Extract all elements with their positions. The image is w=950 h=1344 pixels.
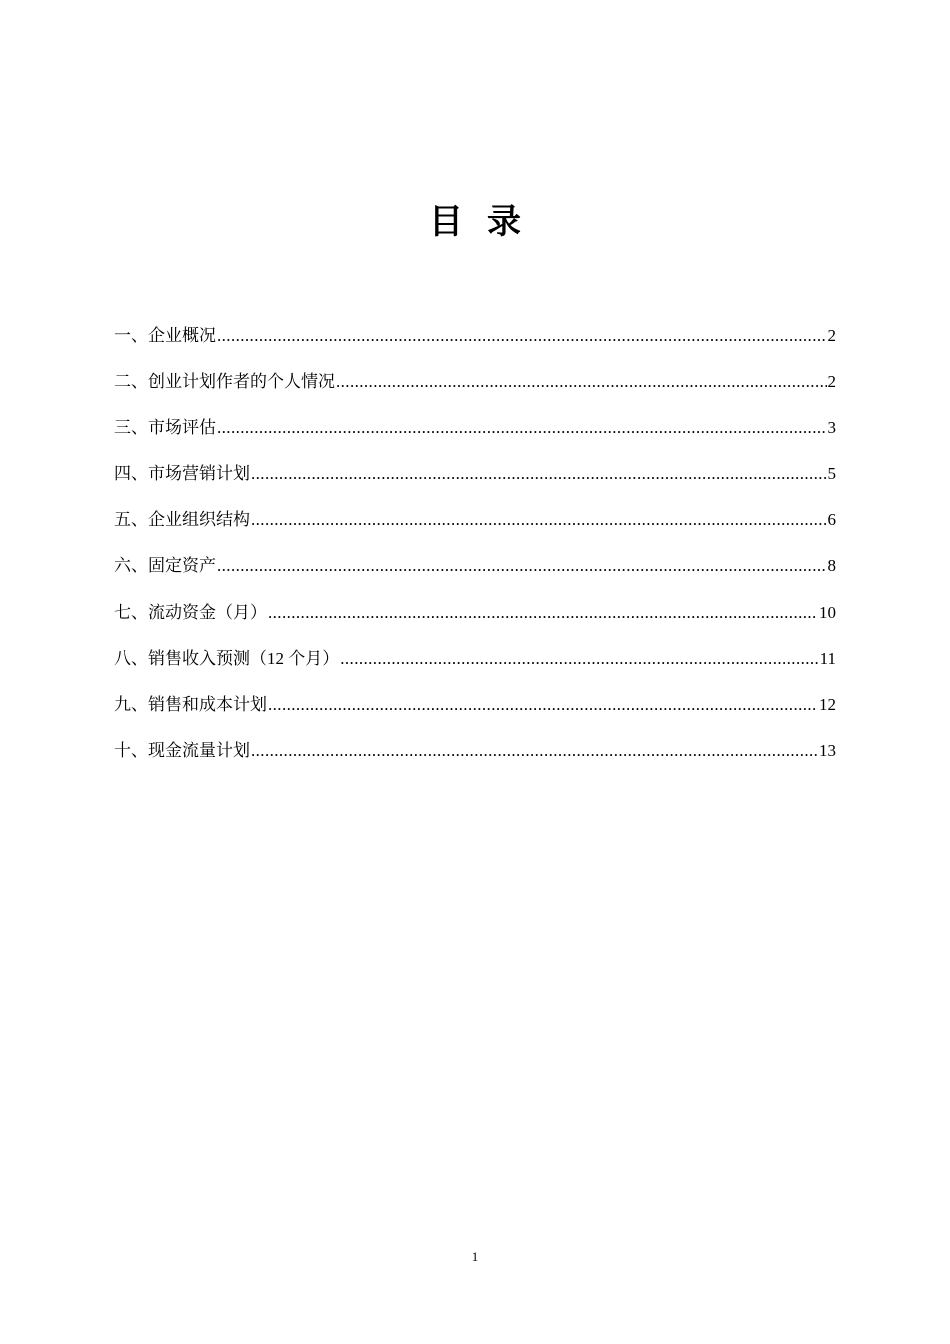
toc-dot-leader bbox=[217, 552, 827, 580]
toc-entry[interactable] bbox=[114, 506, 836, 552]
toc-entry-label: 十、现金流量计划 bbox=[114, 740, 250, 760]
toc-entry[interactable] bbox=[114, 691, 836, 737]
toc-entry-page: 3 bbox=[827, 418, 836, 438]
table-of-contents bbox=[114, 322, 836, 783]
page-title: 目录 bbox=[429, 202, 545, 242]
toc-entry[interactable] bbox=[114, 414, 836, 460]
toc-dot-leader bbox=[268, 691, 818, 719]
toc-entry-page: 13 bbox=[819, 740, 836, 760]
toc-entry-label: 二、创业计划作者的个人情况 bbox=[114, 372, 335, 392]
toc-entry[interactable] bbox=[114, 645, 836, 691]
toc-entry-label: 八、销售收入预测（12 个月） bbox=[114, 648, 340, 668]
toc-entry-page: 11 bbox=[819, 648, 836, 668]
toc-dot-leader bbox=[217, 414, 827, 442]
toc-entry-label: 三、市场评估 bbox=[114, 418, 216, 438]
toc-entry-label: 六、固定资产 bbox=[114, 556, 216, 576]
toc-entry-label: 四、市场营销计划 bbox=[114, 464, 250, 484]
toc-entry-page: 10 bbox=[819, 602, 836, 622]
toc-entry-page: 2 bbox=[827, 326, 836, 345]
toc-entry[interactable] bbox=[114, 737, 836, 783]
toc-entry[interactable] bbox=[114, 322, 836, 368]
toc-dot-leader bbox=[217, 322, 827, 350]
toc-entry-label: 一、企业概况 bbox=[114, 326, 216, 345]
toc-entry[interactable] bbox=[114, 599, 836, 645]
toc-dot-leader bbox=[268, 599, 818, 627]
toc-entry-label: 五、企业组织结构 bbox=[114, 510, 250, 530]
toc-entry-label: 七、流动资金（月） bbox=[114, 602, 267, 622]
toc-entry-page: 6 bbox=[827, 510, 836, 530]
toc-entry-page: 8 bbox=[827, 556, 836, 576]
toc-entry[interactable] bbox=[114, 460, 836, 506]
toc-dot-leader bbox=[251, 737, 818, 765]
toc-dot-leader bbox=[336, 368, 827, 396]
toc-dot-leader bbox=[251, 506, 827, 534]
toc-entry-page: 12 bbox=[819, 694, 836, 714]
toc-dot-leader bbox=[251, 460, 827, 488]
toc-entry-label: 九、销售和成本计划 bbox=[114, 694, 267, 714]
toc-dot-leader bbox=[340, 645, 818, 673]
toc-entry-page: 5 bbox=[827, 464, 836, 484]
toc-entry-page: 2 bbox=[827, 372, 836, 392]
toc-entry[interactable] bbox=[114, 552, 836, 598]
toc-entry[interactable] bbox=[114, 368, 836, 414]
footer-page-number: 1 bbox=[471, 1249, 479, 1264]
